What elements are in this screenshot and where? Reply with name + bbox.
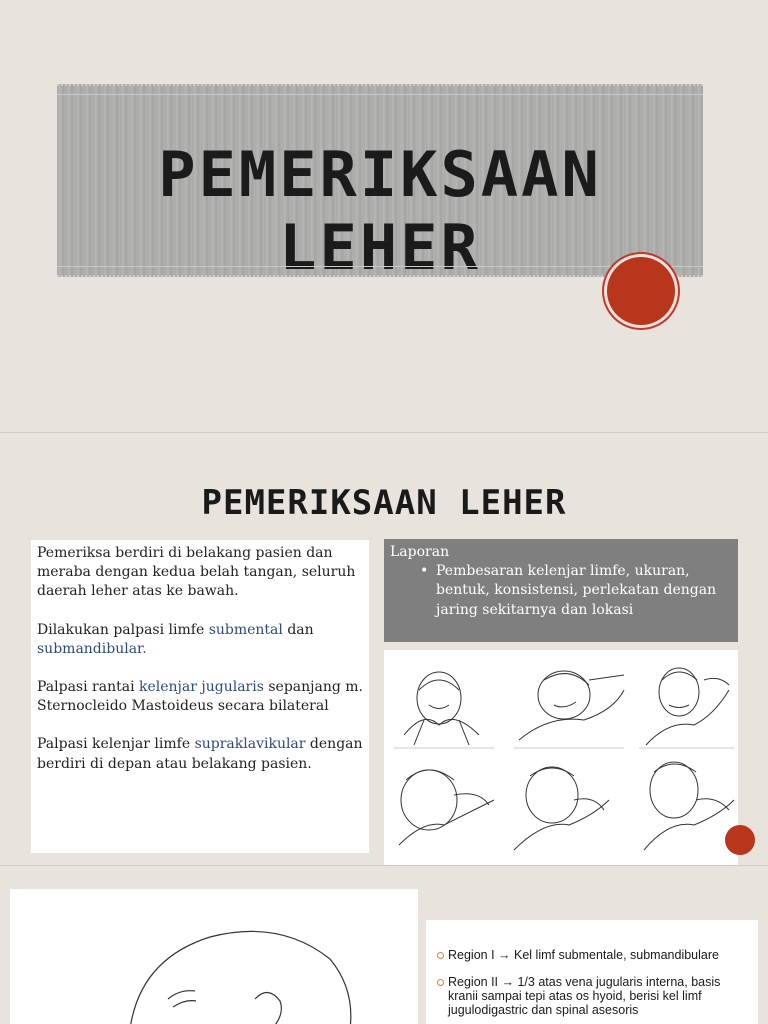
slide-title: PEMERIKSAAN LEHER	[201, 483, 567, 523]
text: Palpasi rantai	[37, 679, 139, 696]
report-heading: Laporan	[390, 544, 450, 560]
head-outline-sketch	[10, 889, 418, 1024]
text: Palpasi kelenjar limfe	[37, 736, 195, 753]
paragraph-2	[37, 621, 363, 659]
report-list	[390, 562, 732, 620]
sketch-panel-1	[404, 672, 479, 745]
sketch-panel-4	[399, 770, 494, 845]
sketch-panel-3	[646, 668, 729, 745]
highlight-kelenjar-jugularis: kelenjar jugularis	[139, 679, 264, 696]
highlight-submental: submental	[208, 621, 283, 638]
head-illustration-panel	[10, 889, 418, 1024]
paragraph-4	[37, 735, 363, 773]
title-slide	[0, 0, 768, 432]
highlight-supraklavikular: supraklavikular	[194, 736, 306, 753]
region-slide	[0, 866, 768, 1024]
paragraph-1: Pemeriksa berdiri di belakang pasien dan meraba dengan kedua belah tangan, seluruh daerah leher atas ke bawah.	[37, 545, 356, 600]
paragraph-3	[37, 678, 363, 716]
region-item: Region II → 1/3 atas vena jugularis interna, basis kranii sampai tepi atas os hyoid, berisi kel limf jugulodigastric dan spinal asesoris	[436, 975, 748, 1017]
text: Dilakukan palpasi limfe	[37, 621, 209, 638]
sketch-panel-6	[644, 762, 734, 850]
palpation-sketches-image	[384, 650, 738, 865]
sketch-panel-2	[519, 671, 624, 740]
region-list-panel	[426, 920, 758, 1024]
text: sepanjang m. Sternocleido Mastoideus secara bilateral	[37, 679, 363, 715]
content-slide	[0, 433, 768, 865]
procedure-text-box	[31, 540, 369, 853]
report-box	[384, 539, 738, 642]
title-band	[57, 84, 703, 284]
text: .	[142, 640, 147, 657]
text: dan	[282, 621, 314, 638]
slide-title: PEMERIKSAAN LEHER	[158, 138, 602, 284]
highlight-submandibular: submandibular	[37, 640, 143, 657]
decorative-red-circle	[725, 825, 755, 855]
palpation-illustrations	[384, 650, 738, 865]
sketch-panel-5	[514, 767, 609, 850]
region-item: Region I → Kel limf submentale, submandibulare	[436, 948, 748, 962]
report-bullet: • Pembesaran kelenjar limfe, ukuran, bentuk, konsistensi, perlekatan dengan jaring sekitarnya dan lokasi	[436, 562, 732, 620]
text: dengan berdiri di depan atau belakang pasien.	[37, 736, 363, 772]
decorative-red-circle	[607, 257, 675, 325]
